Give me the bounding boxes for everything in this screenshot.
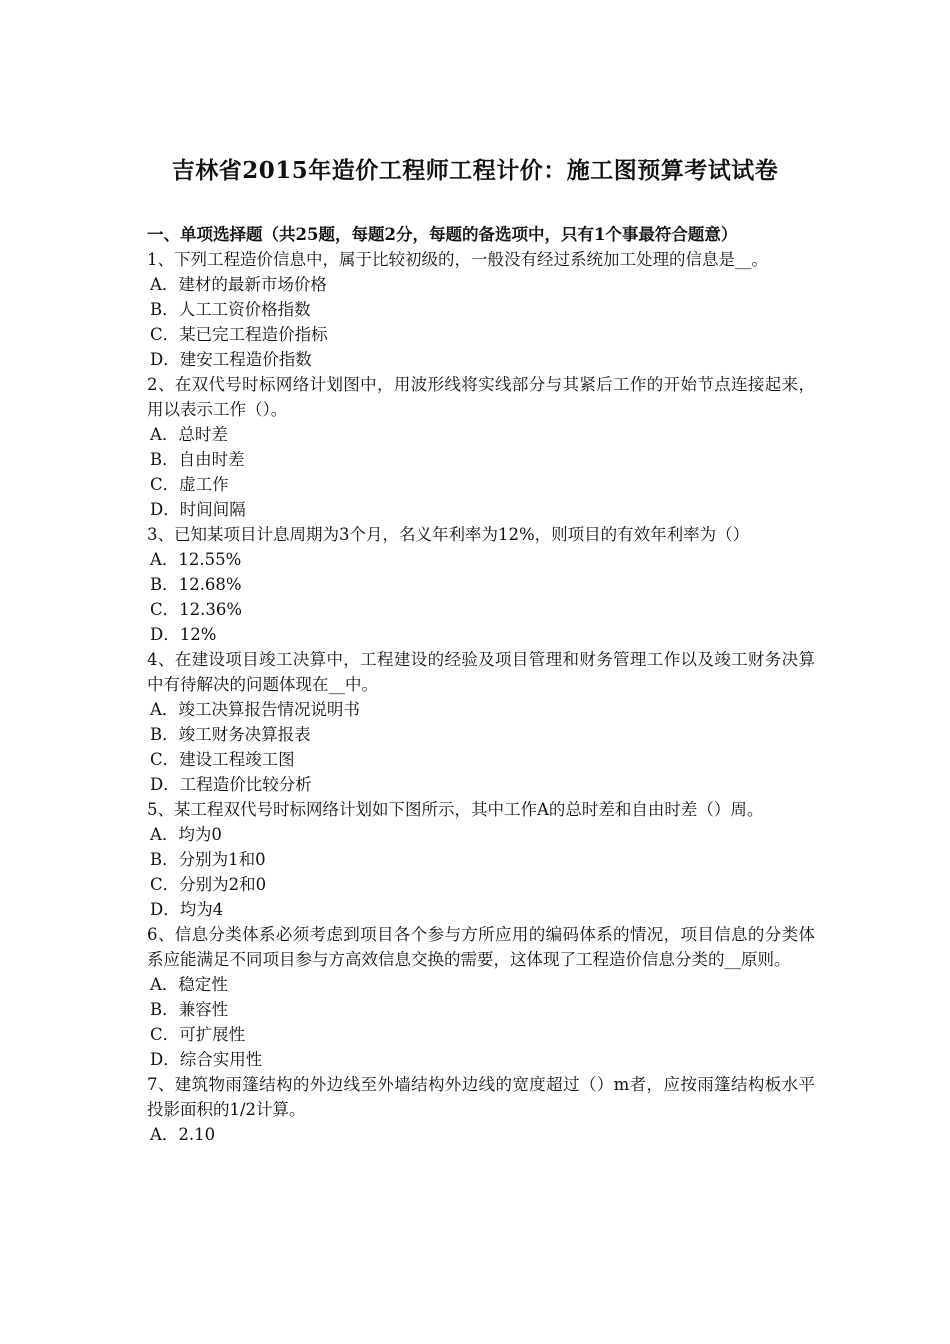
- option-b: B．竣工财务决算报表: [150, 725, 311, 744]
- option-a: A．12.55%: [150, 550, 242, 569]
- option-b: B．人工工资价格指数: [150, 300, 311, 319]
- question-4: [147, 647, 815, 797]
- option-c: C．12.36%: [150, 600, 243, 619]
- option-b: B．12.68%: [150, 575, 242, 594]
- question-stem: 6、信息分类体系必须考虑到项目各个参与方所应用的编码体系的情况，项目信息的分类体系应能满足不同项目参与方高效信息交换的需要，这体现了工程造价信息分类的__原则。: [147, 925, 815, 969]
- option-c: C．虚工作: [150, 475, 229, 494]
- option-d: D．建安工程造价指数: [150, 350, 312, 369]
- option-b: B．兼容性: [150, 1000, 229, 1019]
- question-stem: 1、下列工程造价信息中，属于比较初级的，一般没有经过系统加工处理的信息是__。: [147, 250, 768, 269]
- option-d: D．均为4: [150, 900, 224, 919]
- option-a: A．2.10: [150, 1125, 216, 1144]
- question-5: [147, 797, 815, 922]
- option-d: D．综合实用性: [150, 1050, 263, 1069]
- question-stem: 3、已知某项目计息周期为3个月，名义年利率为12%，则项目的有效年利率为（）: [147, 525, 750, 544]
- option-d: D．12%: [150, 625, 217, 644]
- page-title: 吉林省2015年造价工程师工程计价：施工图预算考试试卷: [171, 157, 779, 184]
- exam-content: [147, 222, 815, 1147]
- question-stem: 2、在双代号时标网络计划图中，用波形线将实线部分与其紧后工作的开始节点连接起来，用以表示工作（）。: [147, 375, 815, 419]
- question-6: [147, 922, 815, 1072]
- option-c: C．可扩展性: [150, 1025, 246, 1044]
- question-stem: 5、某工程双代号时标网络计划如下图所示，其中工作A的总时差和自由时差（）周。: [147, 800, 764, 819]
- question-1: [147, 247, 815, 372]
- option-a: A．稳定性: [150, 975, 228, 994]
- option-a: A．均为0: [150, 825, 222, 844]
- option-c: C．建设工程竣工图: [150, 750, 295, 769]
- option-b: B．分别为1和0: [150, 850, 266, 869]
- question-2: [147, 372, 815, 522]
- option-c: C．某已完工程造价指标: [150, 325, 328, 344]
- question-stem: 7、建筑物雨篷结构的外边线至外墙结构外边线的宽度超过（）m者，应按雨篷结构板水平投影面积的1/2计算。: [147, 1075, 815, 1119]
- question-3: [147, 522, 815, 647]
- question-stem: 4、在建设项目竣工决算中，工程建设的经验及项目管理和财务管理工作以及竣工财务决算中有待解决的问题体现在__中。: [147, 650, 815, 694]
- option-d: D．工程造价比较分析: [150, 775, 312, 794]
- option-c: C．分别为2和0: [150, 875, 267, 894]
- question-7: [147, 1072, 815, 1147]
- option-a: A．建材的最新市场价格: [150, 275, 327, 294]
- option-a: A．总时差: [150, 425, 228, 444]
- option-a: A．竣工决算报告情况说明书: [150, 700, 360, 719]
- section-heading: 一、单项选择题（共25题，每题2分，每题的备选项中，只有1个事最符合题意）: [147, 225, 738, 244]
- option-b: B．自由时差: [150, 450, 245, 469]
- option-d: D．时间间隔: [150, 500, 246, 519]
